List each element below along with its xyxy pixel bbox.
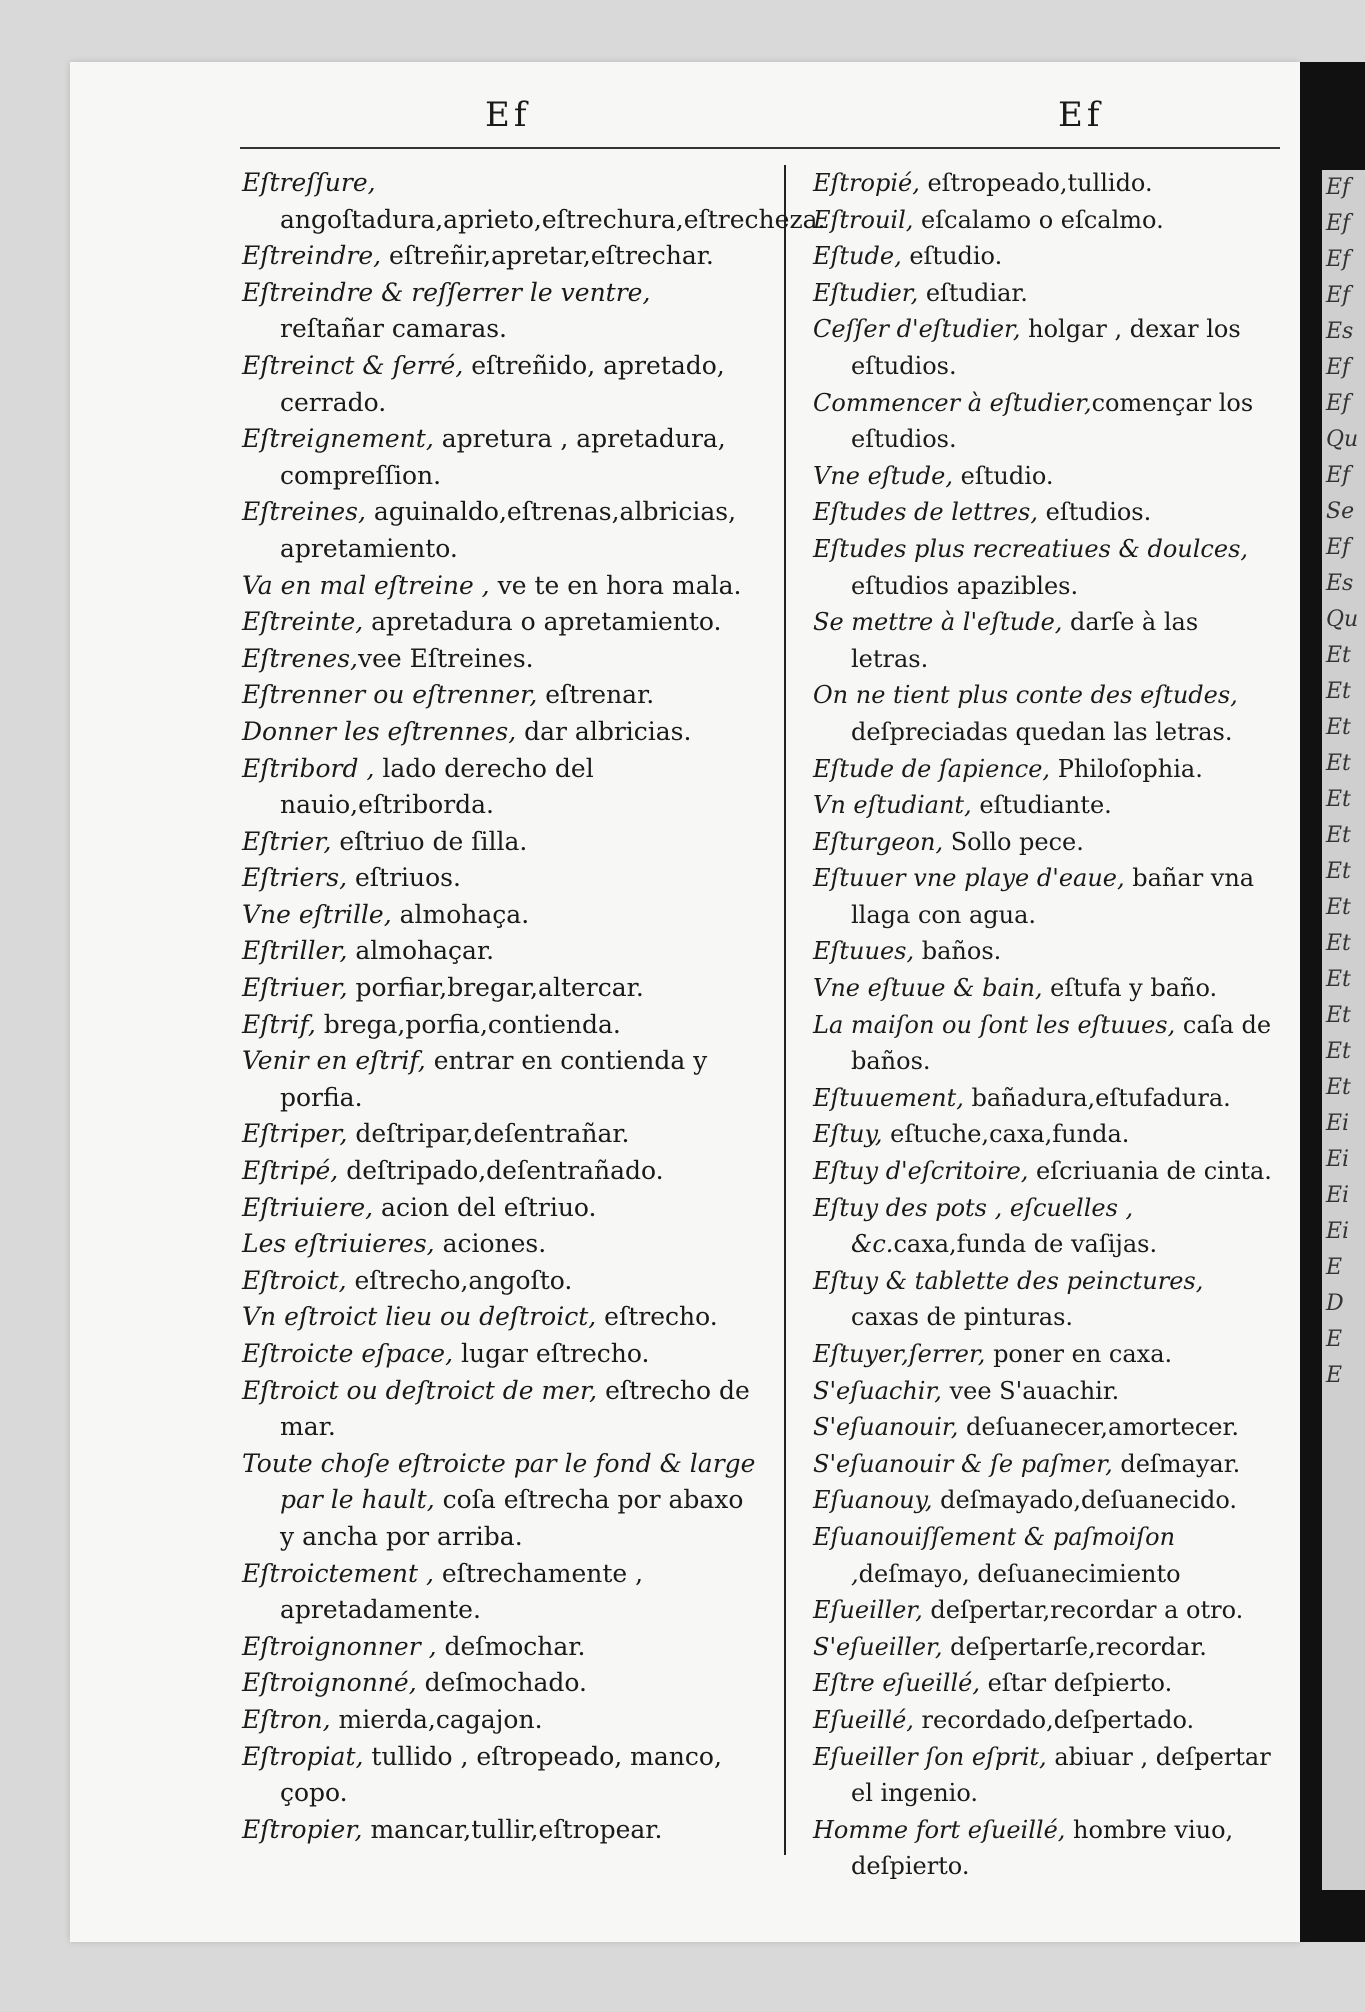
dictionary-entry	[813, 970, 1275, 1007]
entry-translation: eſtufa y baño.	[1042, 974, 1218, 1003]
edge-fragment: Ef	[1326, 247, 1351, 272]
entry-translation: dar albricias.	[516, 716, 692, 746]
dictionary-entry	[813, 1373, 1275, 1410]
entry-headword: Eſtreines,	[242, 497, 366, 527]
entry-translation: eſtreñir,apretar,eſtrechar.	[381, 241, 714, 271]
dictionary-entry	[813, 1336, 1275, 1373]
entry-translation: eſcalamo o eſcalmo.	[913, 205, 1164, 234]
entry-translation: eſtreñido, apretado, cerrado.	[280, 350, 725, 417]
entry-translation: hombre viuo, deſpierto.	[851, 1815, 1234, 1881]
entry-headword: Eſtriuer,	[242, 973, 348, 1003]
entry-headword: Vne eſtude,	[813, 461, 954, 490]
entry-headword: Eſtroict ou deſtroict de mer,	[242, 1375, 598, 1405]
entry-headword: Eſueiller ſon eſprit,	[813, 1742, 1047, 1771]
dictionary-entry	[242, 1116, 757, 1153]
dictionary-entry	[813, 677, 1275, 750]
entry-translation: caxas de pinturas.	[851, 1303, 1074, 1332]
entry-headword: Eſtudier,	[813, 278, 919, 307]
entry-headword: Eſuanouy,	[813, 1486, 933, 1515]
entry-translation: caxa,funda de vaſijas.	[893, 1230, 1158, 1259]
entry-translation: eſtrecho de mar.	[280, 1375, 750, 1442]
dictionary-entry	[813, 1739, 1275, 1812]
dictionary-entry	[242, 1702, 757, 1739]
dictionary-entry	[242, 1739, 757, 1812]
entry-translation: eſtudio.	[901, 242, 1003, 271]
dictionary-entry	[813, 604, 1275, 677]
edge-fragment: Et	[1326, 859, 1351, 884]
entry-translation: deſpertar,recordar a otro.	[922, 1596, 1244, 1625]
entry-headword: Commencer à eſtudier,	[813, 388, 1092, 417]
dictionary-entry	[242, 714, 757, 751]
entry-headword: Se mettre à l'eſtude,	[813, 608, 1063, 637]
dictionary-entry	[813, 933, 1275, 970]
entry-headword: Eſuanouiſſement & paſmoiſon ,	[813, 1522, 1176, 1588]
right-column-header: Ef	[1058, 95, 1104, 135]
entry-translation: deſtripado,deſentrañado.	[338, 1156, 664, 1186]
edge-fragment: Et	[1326, 679, 1351, 704]
entry-translation: aguinaldo,eſtrenas,albricias, apretamiento.	[280, 497, 737, 563]
entry-translation: eſtriuos.	[347, 863, 461, 893]
entry-headword: Eſtreſſure,	[242, 168, 376, 197]
dictionary-entry	[242, 1153, 757, 1190]
entry-headword: Eſtreinct & ſerré,	[242, 350, 464, 380]
entry-headword: Toute choſe eſtroicte par le fond & large par le hault,	[242, 1448, 756, 1515]
entry-headword: Ceſſer d'eſtudier,	[813, 315, 1021, 344]
dictionary-entry	[813, 1812, 1275, 1885]
edge-fragment: E	[1326, 1327, 1343, 1352]
entry-translation: recordado,deſpertado.	[913, 1705, 1195, 1734]
dictionary-entry	[813, 494, 1275, 531]
entry-headword: Eſtreinte,	[242, 607, 364, 637]
entry-headword: Eſtrenes,	[242, 643, 358, 673]
dictionary-entry	[813, 1153, 1275, 1190]
entry-headword: Eſtuy d'eſcritoire,	[813, 1157, 1029, 1186]
entry-headword: Eſtroicte eſpace,	[242, 1339, 454, 1368]
entry-headword: Eſtreindre,	[242, 241, 382, 271]
entry-translation: entrar en contienda y porfia.	[280, 1046, 708, 1112]
edge-fragment: Et	[1326, 1075, 1351, 1100]
entry-translation: deſpertarſe,recordar.	[942, 1632, 1207, 1661]
entry-headword: Eſtudes plus recreatiues & doulces,	[813, 534, 1249, 563]
entry-translation: eſtudios.	[1038, 498, 1152, 527]
edge-fragment: D	[1326, 1291, 1344, 1316]
entry-headword: Eſtrouil,	[813, 205, 914, 234]
entry-translation: deſmayado,deſuanecido.	[932, 1486, 1237, 1515]
dictionary-entry	[242, 677, 757, 714]
edge-fragment: E	[1326, 1363, 1343, 1388]
entry-headword: On ne tient plus conte des eſtudes,	[813, 681, 1238, 710]
dictionary-entry	[813, 1007, 1275, 1080]
entry-headword: Les eſtriuieres,	[242, 1229, 435, 1259]
edge-fragment: Et	[1326, 643, 1351, 668]
entry-headword: Eſtrenner ou eſtrenner,	[242, 680, 538, 710]
entry-translation: darſe à las letras.	[851, 608, 1199, 673]
left-column	[242, 165, 826, 1848]
dictionary-entry	[813, 1482, 1275, 1519]
entry-translation: lado derecho del nauio,eſtriborda.	[280, 753, 594, 820]
entry-headword: Eſtude de ſapience,	[813, 754, 1051, 783]
entry-translation: apretura , apretadura, compreſſion.	[280, 424, 726, 490]
entry-headword: Eſtuy des pots , eſcuelles , &c.	[813, 1193, 1134, 1259]
entry-translation: poner en caxa.	[985, 1340, 1173, 1368]
edge-fragment: Et	[1326, 715, 1351, 740]
entry-translation: Philoſophia.	[1050, 754, 1203, 783]
dictionary-entry	[242, 421, 757, 494]
edge-fragment: Qu	[1326, 607, 1359, 632]
dictionary-entry	[813, 311, 1275, 384]
dictionary-entry	[242, 1336, 757, 1373]
edge-fragment: Et	[1326, 931, 1351, 956]
dictionary-entry	[813, 1190, 1275, 1263]
entry-headword: Eſtron,	[242, 1704, 331, 1734]
entry-translation: deſpreciadas quedan las letras.	[851, 717, 1233, 746]
entry-headword: Eſtuuer vne playe d'eaue,	[813, 864, 1125, 893]
entry-translation: eſtriuo de ſilla.	[331, 826, 528, 856]
edge-fragment: Es	[1326, 319, 1354, 344]
entry-headword: Eſtroignonner ,	[242, 1631, 437, 1661]
entry-translation: tullido , eſtropeado, manco, çopo.	[280, 1741, 722, 1808]
edge-fragment: Ef	[1326, 355, 1351, 380]
dictionary-entry	[242, 860, 757, 897]
entry-headword: Eſtribord ,	[242, 753, 375, 783]
edge-fragment: Ef	[1326, 283, 1351, 308]
entry-headword: Eſtriuiere,	[242, 1192, 374, 1222]
entry-headword: S'eſuanouir,	[813, 1413, 959, 1442]
dictionary-entry	[242, 970, 757, 1007]
dictionary-entry	[242, 568, 757, 605]
dictionary-entry	[242, 1812, 757, 1849]
entry-translation: eſtudios apazibles.	[851, 571, 1079, 600]
dictionary-entry	[242, 1190, 757, 1227]
dictionary-entry	[242, 1556, 757, 1629]
left-column-header: Ef	[485, 95, 531, 135]
entry-headword: Eſtuyer,ſerrer,	[813, 1340, 986, 1368]
entry-headword: Eſtrier,	[242, 826, 332, 856]
edge-fragment: Et	[1326, 1003, 1351, 1028]
entry-translation: deſmochar.	[436, 1631, 586, 1661]
dictionary-entry	[813, 751, 1275, 788]
dictionary-entry	[813, 1263, 1275, 1336]
entry-headword: Eſtuy & tablette des peinctures,	[813, 1266, 1204, 1295]
dictionary-entry	[813, 860, 1275, 933]
entry-headword: Eſtre eſueillé,	[813, 1669, 980, 1698]
dictionary-entry	[813, 787, 1275, 824]
entry-translation: eſtudio.	[953, 461, 1054, 490]
dictionary-entry	[242, 238, 757, 275]
entry-translation: eſtropeado,tullido.	[919, 169, 1153, 197]
dictionary-entry	[242, 824, 757, 861]
entry-translation: eſtrechamente , apretadamente.	[280, 1558, 644, 1625]
edge-fragment: Et	[1326, 787, 1351, 812]
dictionary-entry	[813, 275, 1275, 312]
entry-translation: eſcriuania de cinta.	[1028, 1157, 1272, 1186]
entry-headword: Vn eſtroict lieu ou deſtroict,	[242, 1302, 597, 1332]
entry-translation: almohaça.	[391, 899, 530, 929]
entry-translation: deſmayar.	[1112, 1449, 1241, 1478]
dictionary-entry	[813, 1665, 1275, 1702]
dictionary-entry	[242, 1446, 757, 1556]
entry-headword: Homme fort eſueillé,	[813, 1815, 1066, 1844]
entry-headword: Eſtropier,	[242, 1814, 363, 1844]
edge-fragment: Ef	[1326, 175, 1351, 200]
entry-translation: deſmochado.	[416, 1668, 587, 1698]
edge-fragment: Se	[1326, 499, 1355, 524]
edge-fragment: Ef	[1326, 391, 1351, 416]
dictionary-entry	[813, 1702, 1275, 1739]
edge-fragment: Es	[1326, 571, 1354, 596]
dictionary-entry	[813, 165, 1275, 202]
dictionary-entry	[813, 238, 1275, 275]
edge-fragment: Et	[1326, 1039, 1351, 1064]
dictionary-entry	[242, 604, 757, 641]
right-column	[813, 165, 1275, 1885]
entry-translation: eſtrecho,angoſto.	[346, 1265, 573, 1295]
entry-headword: Eſtreignement,	[242, 424, 434, 454]
entry-headword: Eſtrif,	[242, 1009, 316, 1039]
dictionary-entry	[813, 1409, 1275, 1446]
entry-translation: brega,porfia,contienda.	[315, 1009, 621, 1039]
edge-fragment: Ef	[1326, 463, 1351, 488]
entry-headword: Eſueillé,	[813, 1705, 914, 1734]
entry-translation: porfiar,bregar,altercar.	[347, 973, 644, 1003]
entry-headword: Eſtroict,	[242, 1265, 347, 1295]
entry-translation: eſtudiante.	[971, 791, 1112, 820]
entry-translation: eſtrecho.	[596, 1302, 718, 1332]
entry-headword: Eſtudes de lettres,	[813, 498, 1038, 527]
entry-translation: acion del eſtriuo.	[373, 1192, 597, 1222]
edge-fragment: Qu	[1326, 427, 1359, 452]
entry-headword: Eſtreindre & reſſerrer le ventre,	[242, 277, 651, 307]
entry-translation: caſa de baños.	[851, 1010, 1272, 1076]
entry-headword: Vne eſtuue & bain,	[813, 974, 1043, 1003]
dictionary-entry	[242, 348, 757, 421]
dictionary-entry	[813, 1116, 1275, 1153]
entry-headword: Vn eſtudiant,	[813, 791, 972, 820]
entry-translation: ve te en hora mala.	[489, 570, 742, 600]
entry-translation: mancar,tullir,eſtropear.	[362, 1814, 663, 1844]
entry-translation: aciones.	[434, 1229, 547, 1259]
entry-translation: coſa eſtrecha por abaxo y ancha por arriba.	[280, 1485, 744, 1551]
edge-fragment: Ef	[1326, 535, 1351, 560]
entry-translation: començar los eſtudios.	[851, 388, 1254, 454]
dictionary-entry	[813, 202, 1275, 239]
entry-translation: vee S'auachir.	[941, 1376, 1120, 1405]
dictionary-entry	[242, 1299, 757, 1336]
edge-fragment: Ei	[1326, 1111, 1350, 1136]
entry-translation: apretadura o apretamiento.	[363, 607, 722, 637]
dictionary-entry	[813, 824, 1275, 861]
entry-headword: Eſtuy,	[813, 1120, 883, 1149]
dictionary-entry	[813, 531, 1275, 604]
entry-headword: Eſtude,	[813, 242, 902, 271]
entry-headword: Donner les eſtrennes,	[242, 716, 517, 746]
entry-translation: eſtudiar.	[918, 278, 1028, 307]
entry-translation: angoſtadura,aprieto,eſtrechura,eſtrecheza.	[280, 204, 826, 234]
edge-fragment: Ei	[1326, 1147, 1350, 1172]
dictionary-entry	[242, 1007, 757, 1044]
entry-headword: Eſtropiat,	[242, 1741, 364, 1771]
entry-headword: Eſtroictement ,	[242, 1558, 434, 1588]
dictionary-entry	[242, 1226, 757, 1263]
entry-headword: Eſtriper,	[242, 1119, 348, 1149]
entry-headword: Eſtripé,	[242, 1156, 339, 1186]
entry-headword: La maiſon ou ſont les eſtuues,	[813, 1010, 1176, 1039]
dictionary-entry	[813, 1629, 1275, 1666]
entry-headword: Eſtuuement,	[813, 1083, 964, 1112]
dictionary-entry	[813, 1592, 1275, 1629]
entry-headword: Va en mal eſtreine ,	[242, 570, 490, 600]
entry-translation: reſtañar camaras.	[280, 314, 508, 344]
edge-fragment: Et	[1326, 895, 1351, 920]
next-page-edge	[1322, 170, 1365, 1890]
entry-headword: Eſtriller,	[242, 936, 348, 966]
edge-fragment: E	[1326, 1255, 1343, 1280]
entry-translation: holgar , dexar los eſtudios.	[851, 315, 1241, 380]
entry-translation: Sollo pece.	[943, 827, 1084, 856]
entry-translation: deſuanecer,amortecer.	[958, 1413, 1239, 1442]
dictionary-entry	[242, 1043, 757, 1116]
dictionary-entry	[242, 494, 757, 567]
edge-fragment: Ef	[1326, 211, 1351, 236]
dictionary-entry	[813, 1446, 1275, 1483]
entry-translation: abiuar , deſpertar el ingenio.	[851, 1742, 1271, 1808]
dictionary-entry	[242, 275, 757, 348]
dictionary-entry	[242, 1665, 757, 1702]
entry-translation: deſtripar,deſentrañar.	[347, 1119, 630, 1149]
entry-headword: Venir en eſtrif,	[242, 1046, 426, 1076]
dictionary-entry	[813, 1519, 1275, 1592]
edge-fragment: Et	[1326, 751, 1351, 776]
column-divider	[784, 165, 786, 1855]
entry-headword: S'eſuachir,	[813, 1376, 942, 1405]
entry-translation: eſtar deſpierto.	[979, 1669, 1173, 1698]
edge-fragment: Et	[1326, 967, 1351, 992]
edge-fragment: Ei	[1326, 1183, 1350, 1208]
entry-translation: baños.	[914, 937, 1002, 966]
entry-translation: mierda,cagajon.	[330, 1704, 543, 1734]
dictionary-entry	[242, 897, 757, 934]
entry-headword: Eſtriers,	[242, 863, 348, 893]
entry-headword: Eſtuues,	[813, 937, 915, 966]
dictionary-entry	[242, 1373, 757, 1446]
dictionary-entry	[813, 385, 1275, 458]
entry-headword: Eſueiller,	[813, 1596, 923, 1625]
entry-translation: bañadura,eſtufadura.	[963, 1083, 1231, 1112]
edge-fragment: Et	[1326, 823, 1351, 848]
dictionary-entry	[242, 165, 826, 238]
edge-fragment: Ei	[1326, 1219, 1350, 1244]
dictionary-entry	[242, 641, 757, 678]
dictionary-entry	[813, 458, 1275, 495]
entry-translation: deſmayo, deſuanecimiento	[858, 1559, 1181, 1588]
entry-translation: eſtrenar.	[537, 680, 655, 710]
entry-headword: Eſtropié,	[813, 169, 920, 197]
dictionary-entry	[242, 933, 757, 970]
entry-translation: vee Eſtreines.	[357, 643, 534, 673]
header-rule	[240, 147, 1280, 149]
entry-translation: eſtuche,caxa,funda.	[882, 1120, 1130, 1149]
entry-headword: S'eſueiller,	[813, 1632, 943, 1661]
dictionary-entry	[242, 1263, 757, 1300]
entry-headword: Vne eſtrille,	[242, 899, 392, 929]
entry-headword: S'eſuanouir & ſe paſmer,	[813, 1449, 1113, 1478]
dictionary-entry	[242, 751, 757, 824]
dictionary-entry	[242, 1629, 757, 1666]
entry-translation: lugar eſtrecho.	[453, 1339, 650, 1368]
entry-headword: Eſtroignonné,	[242, 1668, 417, 1698]
dictionary-entry	[813, 1080, 1275, 1117]
entry-headword: Eſturgeon,	[813, 827, 944, 856]
entry-translation: bañar vna llaga con agua.	[851, 864, 1255, 929]
entry-translation: almohaçar.	[347, 936, 495, 966]
